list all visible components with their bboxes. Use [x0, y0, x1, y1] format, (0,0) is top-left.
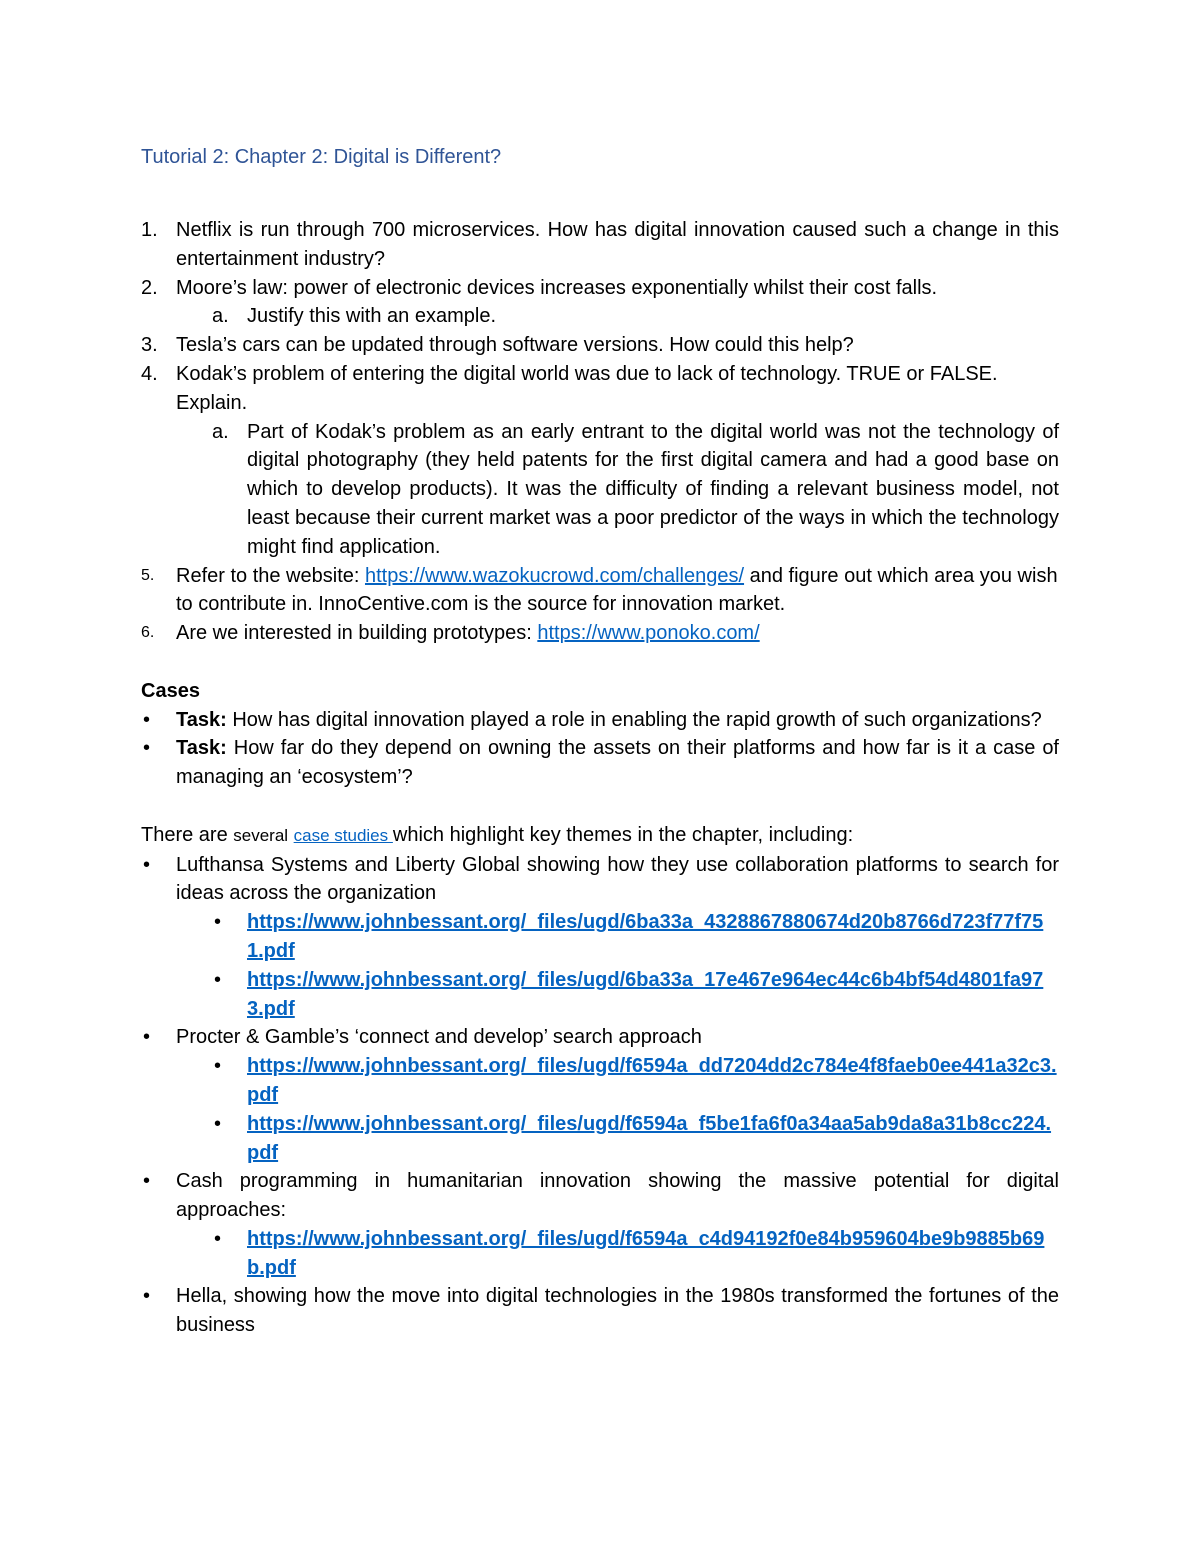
question-number: 2.: [141, 276, 158, 299]
question-text-after: and figure out which area you wish to contribute in. InnoCentive.com is the source for innovation market.: [176, 564, 1058, 616]
sub-marker: a.: [212, 305, 229, 328]
case-study-lufthansa: [141, 851, 1059, 909]
cases-heading: Cases: [141, 679, 200, 702]
bullet-icon: •: [143, 737, 151, 760]
question-1: [141, 216, 1059, 274]
spacer: [141, 648, 1059, 677]
sub-marker: a.: [212, 420, 229, 443]
question-6: [141, 619, 1059, 648]
page-title: Tutorial 2: Chapter 2: Digital is Different?: [141, 146, 502, 168]
case-studies-intro: [141, 821, 1059, 851]
pdf-link[interactable]: https://www.johnbessant.org/_files/ugd/f6594a_f5be1fa6f0a34aa5ab9da8a31b8cc224.pdf: [247, 1112, 1052, 1164]
pdf-link[interactable]: https://www.johnbessant.org/_files/ugd/6ba33a_17e467e964ec44c6b4bf54d4801fa973.pdf: [247, 968, 1044, 1020]
case-study-link-item: [141, 908, 1059, 966]
pdf-link[interactable]: https://www.johnbessant.org/_files/ugd/6ba33a_4328867880674d20b8766d723f77f751.pdf: [247, 911, 1044, 962]
case-study-link-item: [141, 1052, 1059, 1110]
case-study-text: Cash programming in humanitarian innovation showing the massive potential for digital approaches:: [176, 1170, 1059, 1222]
question-number: 4.: [141, 362, 158, 385]
bullet-icon: •: [214, 1227, 222, 1250]
case-study-text: Lufthansa Systems and Liberty Global showing how they use collaboration platforms to search for ideas across the organization: [176, 853, 1059, 905]
bullet-icon: •: [143, 1026, 151, 1049]
question-number: 1.: [141, 219, 158, 241]
task-text: How far do they depend on owning the assets on their platforms and how far is it a case of managing an ‘ecosystem’?: [176, 737, 1059, 789]
question-text: Tesla’s cars can be updated through software versions. How could this help?: [176, 334, 854, 357]
ponoko-link[interactable]: https://www.ponoko.com/: [537, 622, 760, 645]
question-text: Kodak’s problem of entering the digital world was due to lack of technology. TRUE or FALSE. Explain.: [176, 362, 998, 414]
case-study-hella: [141, 1282, 1059, 1340]
case-study-text: Hella, showing how the move into digital technologies in the 1980s transformed the fortunes of the business: [176, 1285, 1059, 1337]
question-number: 3.: [141, 334, 158, 357]
case-study-link-item: [141, 1225, 1059, 1283]
question-text: Netflix is run through 700 microservices. How has digital innovation caused such a change in this entertainment industry?: [176, 219, 1059, 270]
bullet-icon: •: [143, 1285, 151, 1308]
case-study-link-item: [141, 966, 1059, 1024]
intro-small-text: several: [233, 825, 289, 845]
question-4: [141, 360, 1059, 418]
question-number: 6.: [141, 624, 155, 642]
intro-text: There are: [141, 823, 234, 846]
question-3: [141, 331, 1059, 360]
case-study-text: Procter & Gamble’s ‘connect and develop’ search approach: [176, 1026, 702, 1049]
task-label: Task:: [176, 708, 227, 731]
bullet-icon: •: [143, 1170, 151, 1193]
task-2: [141, 734, 1059, 792]
task-label: Task:: [176, 737, 227, 760]
case-study-link-item: [141, 1110, 1059, 1168]
bullet-icon: •: [143, 853, 151, 876]
sub-text: Part of Kodak’s problem as an early entrant to the digital world was not the technology of digital photography (they held patents for the first digital camera and had a good base on which to develop products). It was the difficulty of finding a relevant business model, not least because their current market was a poor predictor of the ways in which the technology might find application.: [247, 420, 1059, 558]
question-text: Moore’s law: power of electronic devices increases exponentially whilst their cost falls.: [176, 276, 938, 299]
question-number: 5.: [141, 566, 155, 584]
case-study-procter-gamble: [141, 1023, 1059, 1052]
pdf-link[interactable]: https://www.johnbessant.org/_files/ugd/f6594a_dd7204dd2c784e4f8faeb0ee441a32c3.pdf: [247, 1055, 1057, 1106]
bullet-icon: •: [214, 968, 222, 991]
case-studies-link[interactable]: case studies: [293, 825, 393, 845]
task-text: How has digital innovation played a role in enabling the rapid growth of such organizations?: [226, 708, 1042, 731]
bullet-icon: •: [214, 911, 222, 934]
bullet-icon: •: [214, 1055, 222, 1078]
question-4-sub-a: [141, 418, 1059, 562]
case-study-cash-programming: [141, 1167, 1059, 1225]
bullet-icon: •: [214, 1112, 222, 1135]
sub-text: Justify this with an example.: [247, 305, 496, 328]
task-1: [141, 706, 1059, 735]
pdf-link[interactable]: https://www.johnbessant.org/_files/ugd/f6594a_c4d94192f0e84b959604be9b9885b69b.pdf: [247, 1227, 1045, 1279]
spacer: [141, 792, 1059, 821]
wazokucrowd-link[interactable]: https://www.wazokucrowd.com/challenges/: [364, 564, 745, 587]
question-text: Refer to the website:: [176, 564, 365, 587]
question-text: Are we interested in building prototypes:: [176, 622, 538, 645]
document-body: [141, 216, 1059, 1340]
question-5: [141, 562, 1059, 620]
bullet-icon: •: [143, 708, 151, 731]
question-2-sub-a: [141, 302, 1059, 331]
question-2: [141, 274, 1059, 303]
intro-text-after: which highlight key themes in the chapter, including:: [392, 823, 854, 846]
